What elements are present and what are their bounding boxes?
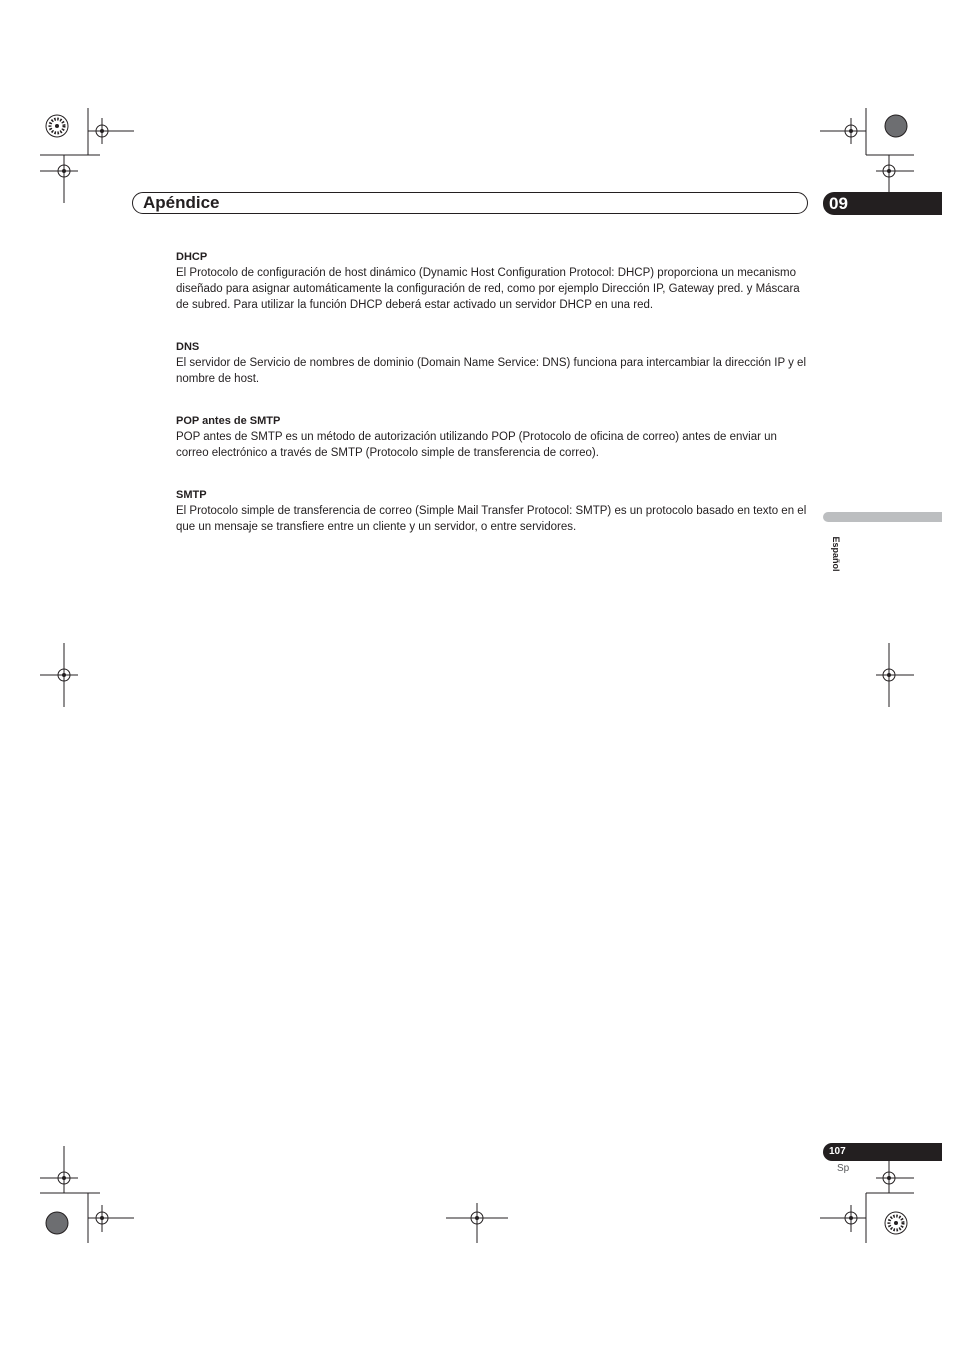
- language-label: Español: [831, 536, 841, 572]
- page-number: 107: [829, 1146, 846, 1157]
- glossary-definition: El Protocolo simple de transferencia de correo (Simple Mail Transfer Protocol: SMTP) es un protocolo basado en texto en el que un mensaje se transfiere entre un cliente y un servidor, o entre servidores.: [176, 505, 807, 533]
- glossary-entry-dhcp: [176, 250, 812, 313]
- glossary-term: POP antes de SMTP: [176, 415, 281, 427]
- glossary-definition: POP antes de SMTP es un método de autorización utilizando POP (Protocolo de oficina de correo) antes de enviar un correo electrónico a través de SMTP (Protocolo simple de transferencia de correo).: [176, 431, 777, 459]
- glossary-definition: El servidor de Servicio de nombres de dominio (Domain Name Service: DNS) funciona para intercambiar la dirección IP y el nombre de host.: [176, 357, 807, 385]
- section-title: Apéndice: [143, 193, 220, 212]
- chapter-tab: [823, 192, 942, 215]
- glossary-entry-pop-before-smtp: [176, 414, 812, 461]
- glossary-definition: El Protocolo de configuración de host dinámico (Dynamic Host Configuration Protocol: DHCP) proporciona un mecanismo diseñado para asignar automáticamente la configuración de red, como por ejemplo Dirección IP, Gateway pred. y Máscara de subred. Para utilizar la función DHCP deberá estar activado un servidor DHCP en una red.: [176, 267, 800, 311]
- page-number-tab: [823, 1143, 942, 1161]
- glossary-entry-smtp: [176, 488, 812, 535]
- chapter-number: 09: [829, 194, 848, 213]
- glossary-content: [176, 250, 812, 562]
- glossary-term: DNS: [176, 341, 200, 353]
- glossary-term: DHCP: [176, 251, 208, 263]
- glossary-term: SMTP: [176, 489, 207, 501]
- glossary-entry-dns: [176, 340, 812, 387]
- page-language-code: Sp: [837, 1163, 850, 1174]
- language-tab: [823, 512, 942, 522]
- section-header-bar: [132, 192, 808, 214]
